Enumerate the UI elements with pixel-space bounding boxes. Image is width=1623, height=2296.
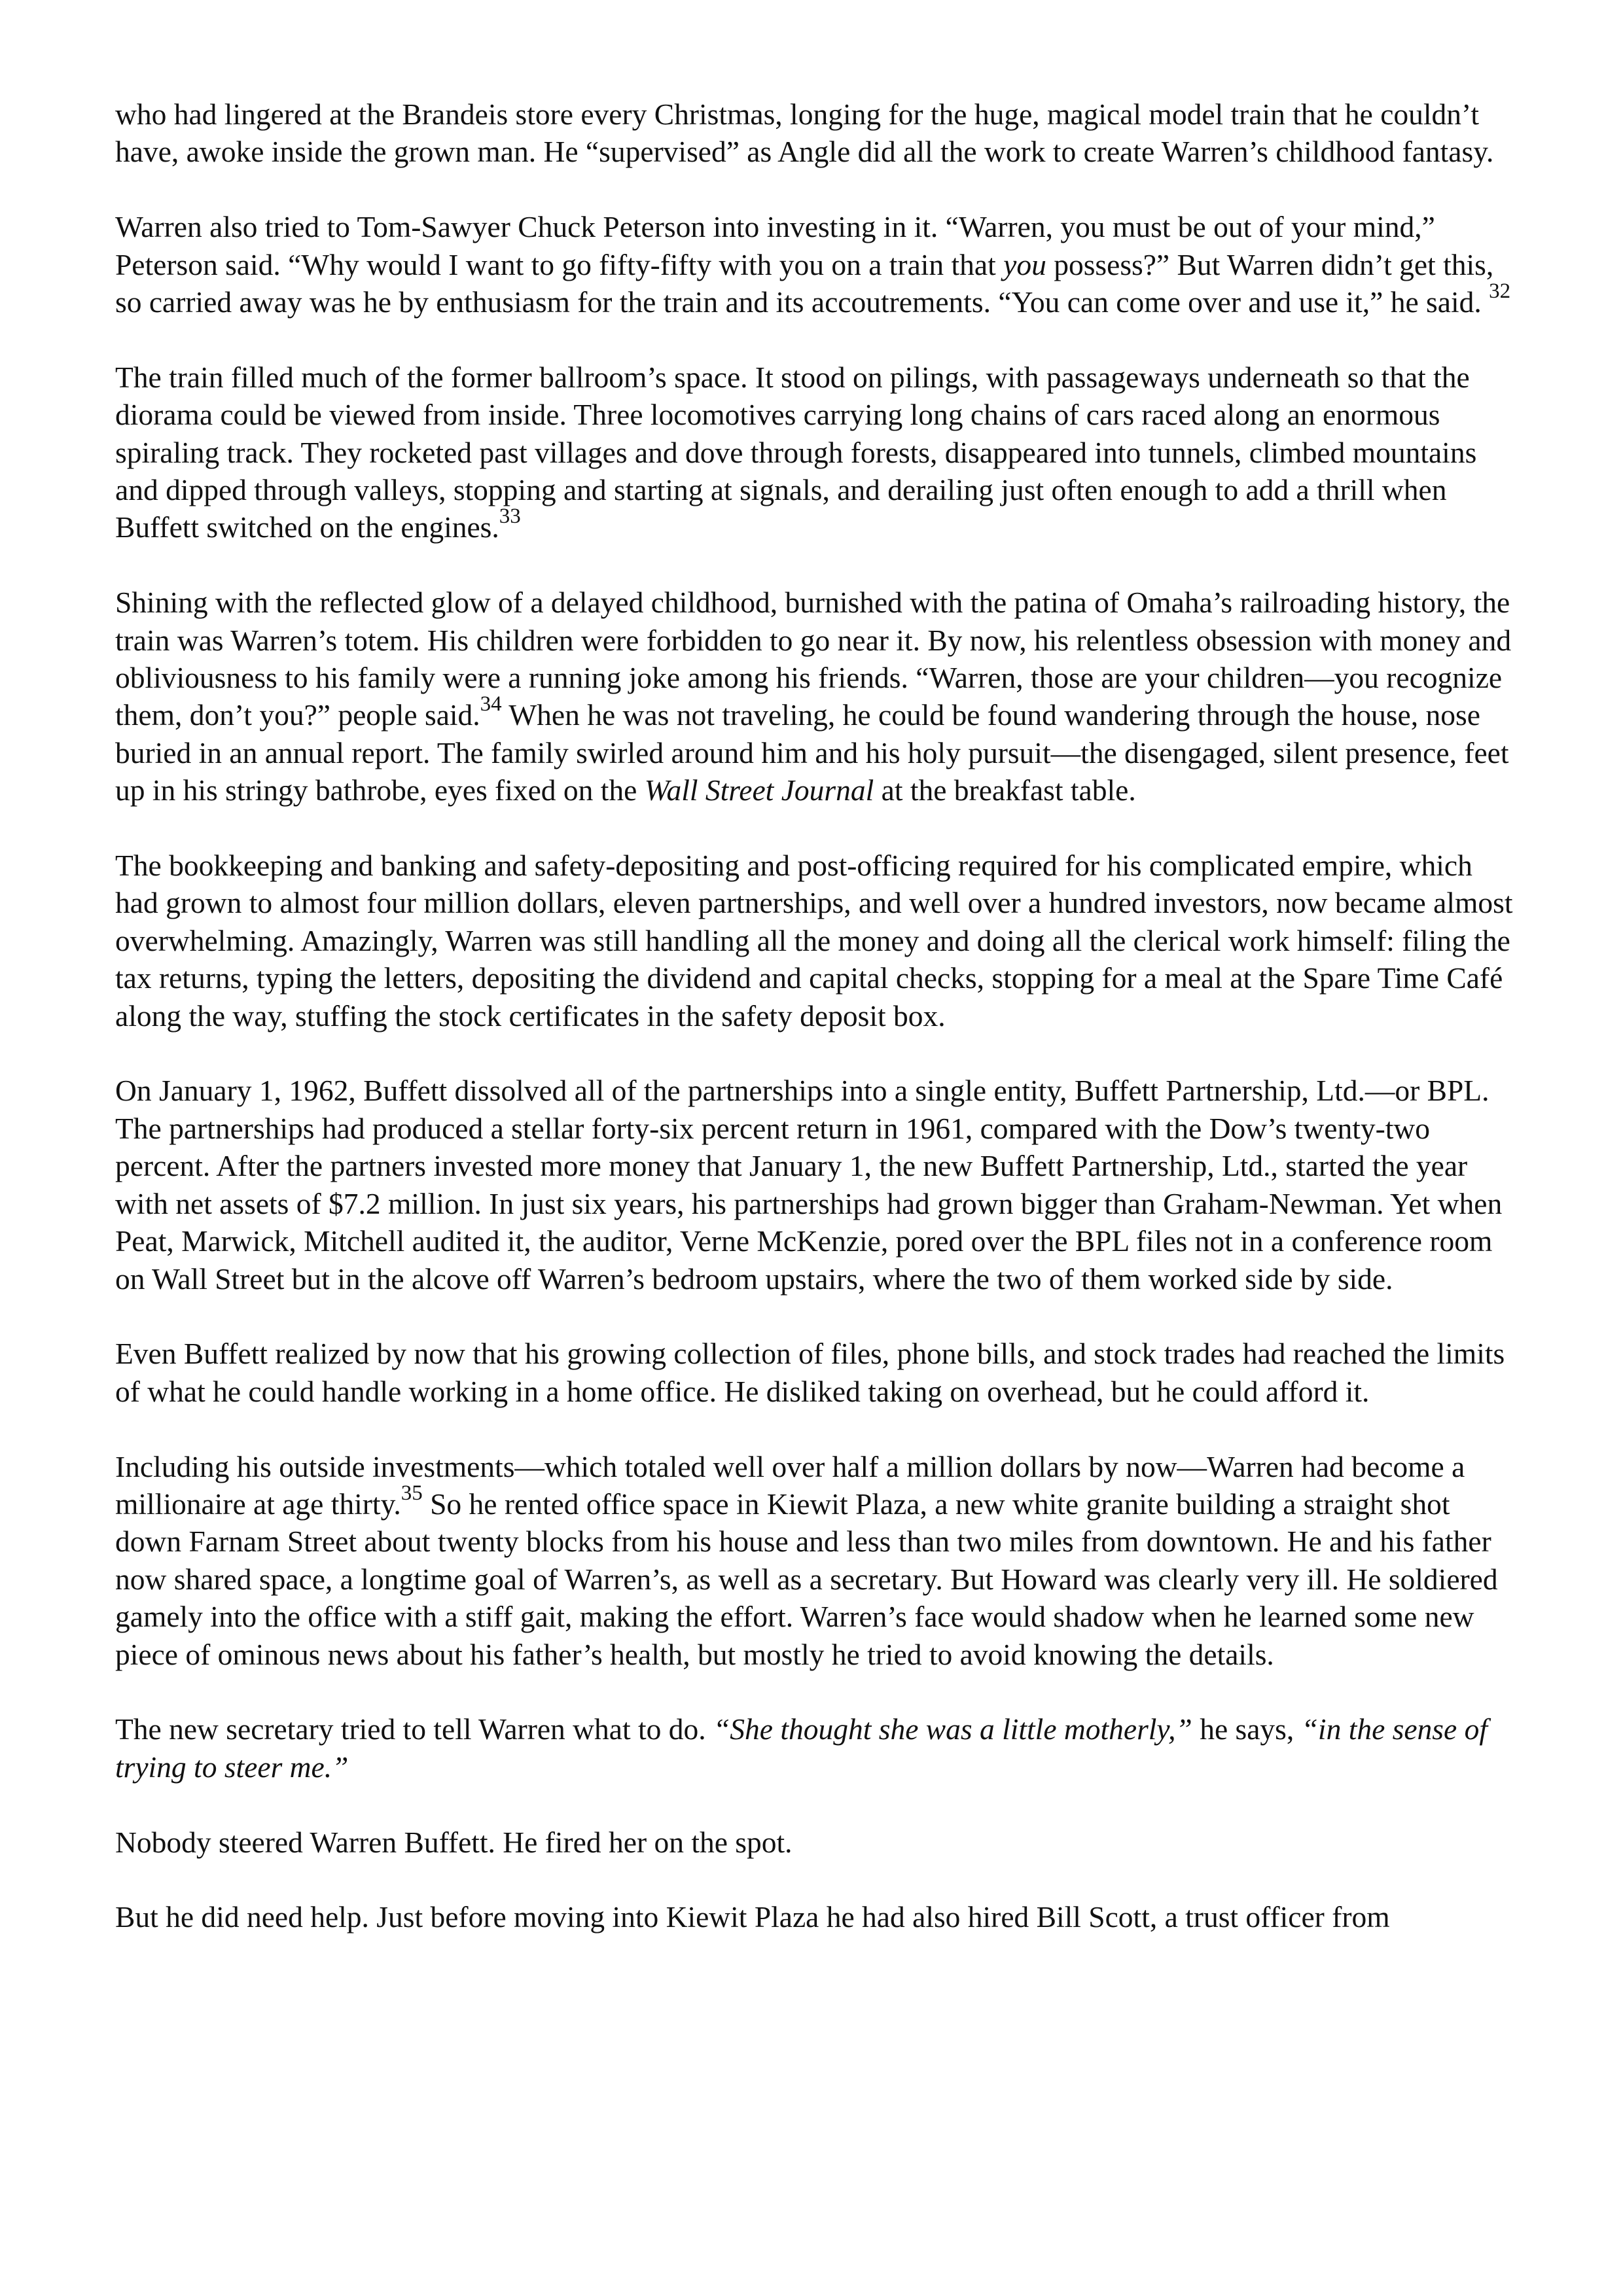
paragraph bbox=[115, 1898, 1522, 1935]
text-run: Warren also tried to Tom-Sawyer Chuck Peterson into investing in it. “Warren, you must be out of your mind,” Peterson said. “Why would I want to go fifty-fifty with you on a train that bbox=[115, 210, 1435, 281]
text-run: Nobody steered Warren Buffett. He fired her on the spot. bbox=[115, 1825, 793, 1859]
paragraph bbox=[115, 584, 1522, 809]
text-run: When he was not traveling, he could be found wandering through the house, nose buried in an annual report. The family swirled around him and his holy pursuit—the disengaged, silent presence, feet up in his stringy bathrobe, eyes fixed on the bbox=[115, 698, 1509, 807]
text-run: The bookkeeping and banking and safety-depositing and post-officing required for his complicated empire, which had grown to almost four million dollars, eleven partnerships, and well over a hundred investors, now became almost overwhelming. Amazingly, Warren was still handling all the money and doing all the clerical work himself: filing the tax returns, typing the letters, depositing the dividend and capital checks, stopping for a meal at the Spare Time Café along the way, stuffing the stock certificates in the safety deposit box. bbox=[115, 849, 1513, 1033]
paragraph bbox=[115, 1072, 1522, 1297]
paragraph bbox=[115, 1335, 1522, 1410]
paragraph bbox=[115, 208, 1522, 321]
text-run: he says, bbox=[1192, 1712, 1302, 1746]
paragraph bbox=[115, 1710, 1522, 1786]
text-run: On January 1, 1962, Buffett dissolved all of the partnerships into a single entity, Buffett Partnership, Ltd.—or BPL. The partnerships had produced a stellar forty-six percent return in 1961, compared with the Dow’s twenty-two percent. After the partners invested more money that January 1, the new Buffett Partnership, Ltd., started the year with net assets of $7.2 million. In just six years, his partnerships had grown bigger than Graham-Newman. Yet when Peat, Marwick, Mitchell audited it, the auditor, Verne McKenzie, pored over the BPL files not in a conference room on Wall Street but in the alcove off Warren’s bedroom upstairs, where the two of them worked side by side. bbox=[115, 1074, 1503, 1296]
text-run: But he did need help. Just before moving into Kiewit Plaza he had also hired Bill Scott, a trust officer from bbox=[115, 1900, 1390, 1934]
italic-text: you bbox=[1003, 247, 1046, 281]
text-run: possess?” But Warren didn’t get this, so carried away was he by enthusiasm for the train and its accoutrements. “You can come over and use it,” he said. bbox=[115, 247, 1494, 319]
text-run: So he rented office space in Kiewit Plaza, a new white granite building a straight shot down Farnam Street about twenty blocks from his house and less than two miles from downtown. He and his father now shared space, a longtime goal of Warren’s, as well as a secretary. But Howard was clearly very ill. He soldiered gamely into the office with a stiff gait, making the effort. Warren’s face would shadow when he learned some new piece of ominous news about his father’s health, but mostly he tried to avoid knowing the details. bbox=[115, 1487, 1498, 1671]
paragraph bbox=[115, 359, 1522, 546]
text-run: Including his outside investments—which totaled well over half a million dollars by now—Warren had become a millionaire at age thirty. bbox=[115, 1449, 1465, 1521]
italic-text: Wall Street Journal bbox=[644, 773, 874, 807]
text-run: who had lingered at the Brandeis store every Christmas, longing for the huge, magical model train that he couldn’t have, awoke inside the grown man. He “supervised” as Angle did all the work to create Warren’s childhood fantasy. bbox=[115, 97, 1494, 169]
footnote-marker: 32 bbox=[1489, 279, 1511, 303]
text-run: Even Buffett realized by now that his growing collection of files, phone bills, and stock trades had reached the limits of what he could handle working in a home office. He disliked taking on overhead, but he could afford it. bbox=[115, 1337, 1505, 1408]
text-run: at the breakfast table. bbox=[874, 773, 1136, 807]
text-run: The train filled much of the former ballroom’s space. It stood on pilings, with passageways underneath so that the diorama could be viewed from inside. Three locomotives carrying long chains of cars raced along an enormous spiraling track. They rocketed past villages and dove through forests, disappeared into tunnels, climbed mountains and dipped through valleys, stopping and starting at signals, and derailing just often enough to add a thrill when Buffett switched on the engines. bbox=[115, 360, 1477, 544]
paragraph bbox=[115, 96, 1522, 171]
text-run: Shining with the reflected glow of a delayed childhood, burnished with the patina of Omaha’s railroading history, the train was Warren’s totem. His children were forbidden to go near it. By now, his relentless obsession with money and obliviousness to his family were a running joke among his friends. “Warren, those are your children—you recognize them, don’t you?” people said. bbox=[115, 586, 1512, 732]
italic-text: “She thought she was a little motherly,” bbox=[713, 1712, 1192, 1746]
paragraph bbox=[115, 1824, 1522, 1861]
text-run: The new secretary tried to tell Warren what to do. bbox=[115, 1712, 713, 1746]
footnote-marker: 33 bbox=[499, 504, 521, 529]
document-page bbox=[115, 96, 1522, 1936]
paragraph bbox=[115, 847, 1522, 1034]
footnote-marker: 35 bbox=[401, 1481, 423, 1505]
paragraph bbox=[115, 1448, 1522, 1673]
italic-text: “in the sense of trying to steer me.” bbox=[115, 1712, 1488, 1784]
footnote-marker: 34 bbox=[480, 692, 502, 716]
